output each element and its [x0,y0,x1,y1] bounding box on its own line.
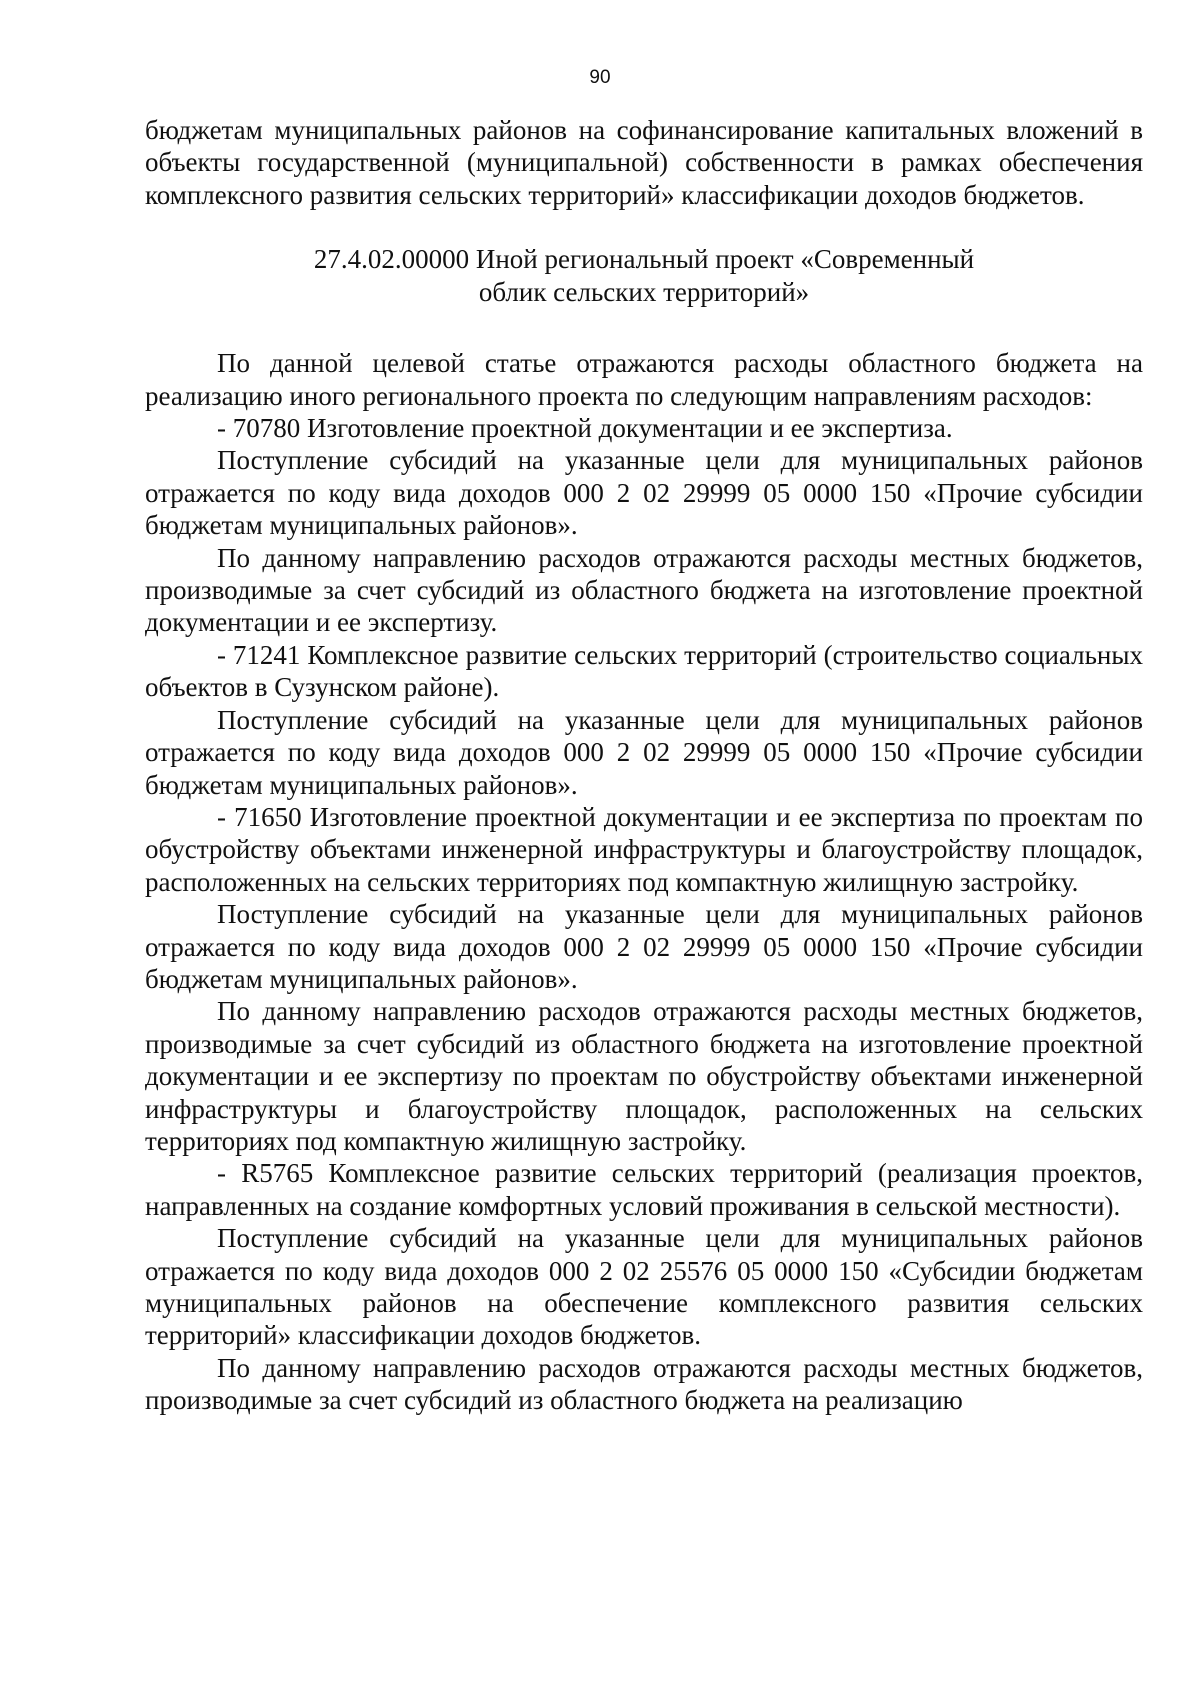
paragraph-income-71241: Поступление субсидий на указанные цели для муниципальных районов отражается по коду вида доходов 000 2 02 29999 05 0000 150 «Прочие субсидии бюджетам муниципальных районов». [145,704,1143,800]
paragraph-expense-70780: По данному направлению расходов отражаются расходы местных бюджетов, производимые за счет субсидий из областного бюджета на изготовление проектной документации и ее экспертизу. [145,542,1143,638]
paragraph-continuation: бюджетам муниципальных районов на софинансирование капитальных вложений в объекты государственной (муниципальной) собственности в рамках обеспечения комплексного развития сельских территорий» классификации доходов бюджетов. [145,115,1143,210]
paragraph-expense-71650: По данному направлению расходов отражаются расходы местных бюджетов, производимые за счет субсидий из областного бюджета на изготовление проектной документации и ее экспертизу по проектам по обустройству объектами инженерной инфраструктуры и благоустройству площадок, расположенных на сельских территориях под компактную жилищную застройку. [145,996,1143,1156]
document-body [145,114,1143,1417]
section-heading-line-1: 27.4.02.00000 Иной региональный проект «Современный [313,244,975,275]
paragraph-income-71650: Поступление субсидий на указанные цели для муниципальных районов отражается по коду вида доходов 000 2 02 29999 05 0000 150 «Прочие субсидии бюджетам муниципальных районов». [145,899,1143,994]
page-number: 90 [589,67,611,88]
list-item-r5765: - R5765 Комплексное развитие сельских территорий (реализация проектов, направленных на создание комфортных условий проживания в сельской местности). [145,1158,1143,1221]
paragraph-income-70780: Поступление субсидий на указанные цели для муниципальных районов отражается по коду вида доходов 000 2 02 29999 05 0000 150 «Прочие субсидии бюджетам муниципальных районов». [145,445,1143,541]
paragraph-income-r5765: Поступление субсидий на указанные цели для муниципальных районов отражается по коду вида доходов 000 2 02 25576 05 0000 150 «Субсидии бюджетам муниципальных районов на обеспечение комплексного развития сельских территорий» классификации доходов бюджетов. [145,1223,1143,1351]
paragraph-intro: По данной целевой статье отражаются расходы областного бюджета на реализацию иного регионального проекта по следующим направлениям расходов: [145,348,1143,411]
list-item-70780: - 70780 Изготовление проектной документации и ее экспертиза. [217,413,953,444]
list-item-71650: - 71650 Изготовление проектной документации и ее экспертиза по проектам по обустройству объектами инженерной инфраструктуры и благоустройству площадок, расположенных на сельских территориях под компактную жилищную застройку. [145,801,1143,897]
section-heading [145,243,1143,309]
paragraph-expense-r5765: По данному направлению расходов отражаются расходы местных бюджетов, производимые за счет субсидий из областного бюджета на реализацию [145,1352,1143,1416]
section-heading-line-2: облик сельских территорий» [478,277,810,308]
list-item-71241: - 71241 Комплексное развитие сельских территорий (строительство социальных объектов в Сузунском районе). [145,639,1143,703]
